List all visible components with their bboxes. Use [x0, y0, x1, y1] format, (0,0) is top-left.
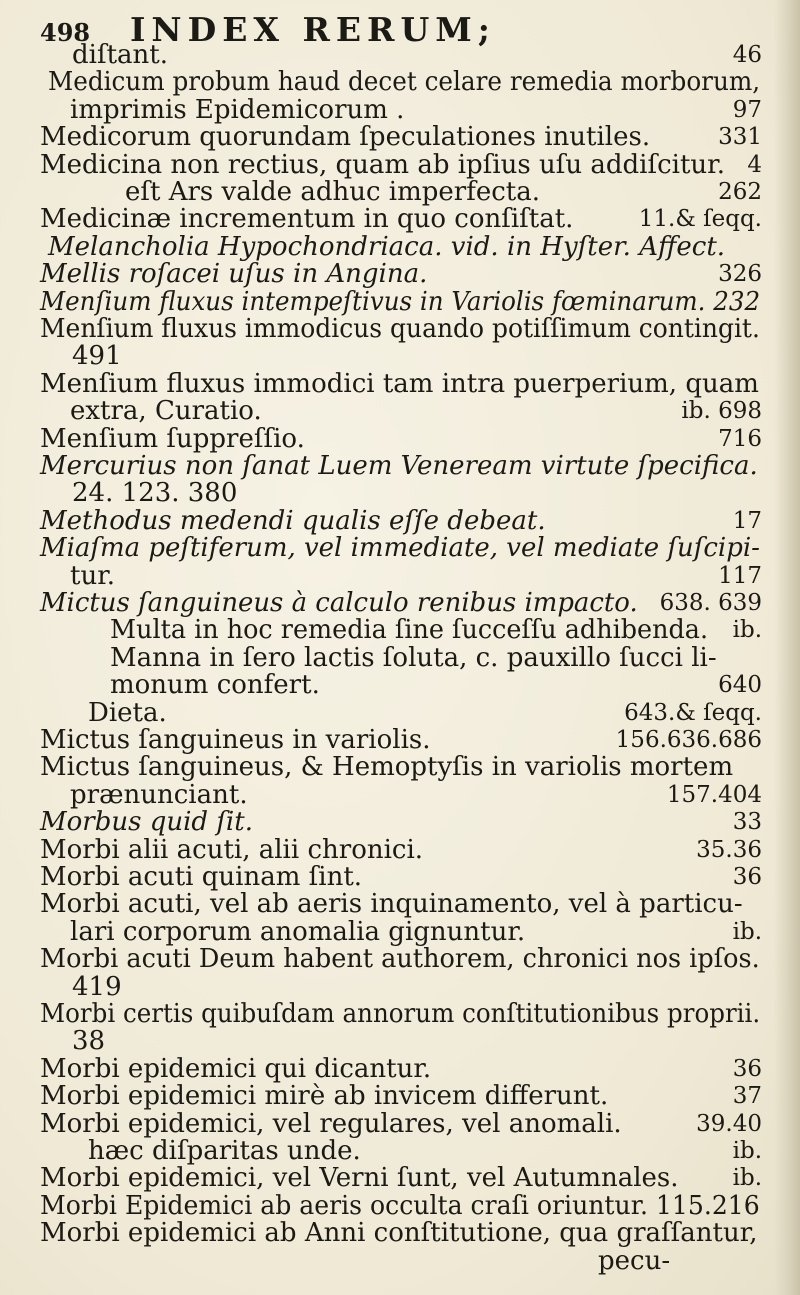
entry-text: Medicorum quorundam ſpeculationes inutiles.	[40, 122, 651, 153]
entry-text: 419	[72, 971, 122, 1002]
entry-text: Morbi acuti, vel ab aeris inquinamento, vel à particu-	[40, 889, 743, 920]
index-entry	[0, 670, 800, 701]
index-entry	[0, 396, 800, 427]
index-entry	[0, 1163, 800, 1194]
index-entry	[0, 944, 800, 975]
index-entry	[0, 807, 800, 838]
index-entry	[0, 697, 800, 728]
entry-text: pecu-	[598, 1245, 671, 1276]
index-entry	[0, 204, 800, 235]
index-entry	[0, 590, 800, 616]
entry-text: Mictus ſanguineus, & Hemoptyſis in variolis mortem	[40, 752, 734, 783]
entry-text: eſt Ars valde adhuc imperfecta.	[125, 177, 541, 207]
entry-text: Morbus quid ſit.	[40, 807, 253, 838]
page-edge-shadow	[774, 0, 800, 1295]
entry-page-ref: ib.	[732, 617, 762, 644]
index-entry	[0, 971, 800, 1002]
entry-text: Morbi acuti quinam ſint.	[40, 862, 363, 892]
index-entry	[0, 94, 800, 125]
index-entry	[0, 1218, 800, 1249]
entry-text: Mictus ſanguineus à calculo renibus impacto.	[40, 588, 638, 618]
index-entry	[0, 864, 800, 890]
index-entry	[0, 122, 800, 153]
entry-text: Methodus medendi qualis eſſe debeat.	[40, 505, 546, 536]
index-entry	[0, 453, 800, 479]
entry-text: Morbi epidemici qui dicantur.	[40, 1053, 432, 1084]
index-entry	[0, 1138, 800, 1164]
entry-text: Medicina non rectius, quam ab ipſius uſu addiſcitur.	[40, 149, 726, 180]
entry-text: extra, Curatio.	[70, 396, 262, 427]
index-entry	[0, 1053, 800, 1084]
entry-text: Miaſma peſtiferum, vel immediate, vel mediate ſuſcipi-	[40, 533, 760, 564]
entry-text: Morbi certis quibuſdam annorum conſtitutionibus proprii.	[40, 999, 761, 1029]
index-entry	[0, 889, 800, 920]
entry-text: Morbi epidemici mirè ab invicem differunt.	[40, 1081, 609, 1112]
index-entry	[0, 615, 800, 646]
entry-page-ref: ib.	[732, 1165, 762, 1192]
entry-text: monum confert.	[110, 670, 320, 701]
running-title: INDEX RERUM;	[130, 10, 496, 49]
entry-text: 38	[72, 1026, 106, 1057]
index-entry	[0, 478, 800, 509]
entry-text: Morbi epidemici, vel regulares, vel anomali.	[40, 1108, 622, 1139]
index-entry	[0, 67, 800, 98]
entry-page-ref: ib.	[732, 918, 762, 945]
entry-page-ref: 97	[732, 96, 762, 123]
index-entry	[0, 179, 800, 205]
entry-page-ref: 17	[732, 507, 762, 534]
entry-text: Manna in ſero lactis ſoluta, c. pauxillo ſucci li-	[110, 642, 717, 673]
entry-page-ref: 39.40	[696, 1110, 762, 1137]
entry-text: diſtant.	[72, 40, 168, 70]
entry-text: Morbi epidemici ab Anni conſtitutione, qua graſſantur,	[40, 1218, 758, 1249]
entry-text: Mercurius non ſanat Luem Veneream virtute ſpecifica.	[40, 451, 758, 481]
entry-page-ref: 46	[732, 42, 762, 68]
index-entry	[0, 752, 800, 783]
index-entry	[0, 231, 800, 262]
entry-text: Mictus ſanguineus in variolis.	[40, 725, 431, 755]
entry-page-ref: 37	[732, 1083, 762, 1110]
entry-text: Menſium ſuppreſſio.	[40, 423, 305, 454]
entry-page-ref: 640	[718, 672, 762, 699]
index-entry	[0, 1245, 800, 1276]
entry-text: imprimis Epidemicorum .	[70, 94, 405, 125]
entry-text: Morbi epidemici, vel Verni ſunt, vel Autumnales.	[40, 1163, 679, 1194]
index-entry	[0, 505, 800, 536]
entry-page-ref: 716	[718, 425, 762, 452]
index-entry	[0, 1026, 800, 1057]
entry-text: Menſium fluxus intempeſtivus in Variolis fœminarum. 232	[40, 286, 761, 317]
entry-page-ref: 117	[718, 562, 762, 589]
entry-text: tur.	[70, 560, 116, 591]
index-entry	[0, 560, 800, 591]
entry-text: Multa in hoc remedia ſine ſucceſſu adhibenda.	[110, 615, 709, 646]
entry-text: 24. 123. 380	[72, 478, 238, 509]
entry-text: Morbi acuti Deum habent authorem, chronici nos ipſos.	[40, 944, 760, 975]
entry-page-ref: ib. 698	[681, 398, 762, 425]
index-entry	[0, 642, 800, 673]
index-entry	[0, 1190, 800, 1221]
index-entry	[0, 149, 800, 180]
index-entry	[0, 259, 800, 290]
entry-text: 491	[72, 341, 122, 372]
entry-page-ref: 36	[732, 1055, 762, 1082]
entry-page-ref: 262	[718, 179, 762, 205]
entry-page-ref: 156.636.686	[615, 727, 762, 753]
entry-text: Dieta.	[88, 697, 167, 728]
entry-text: Mellis roſacei uſus in Angina.	[40, 259, 428, 290]
page-number: 498	[40, 18, 91, 47]
entry-page-ref: 326	[718, 261, 762, 288]
entry-text: Menſium fluxus immodicus quando potiſſimum contingit.	[40, 314, 760, 344]
entry-text: hæc diſparitas unde.	[88, 1136, 361, 1166]
entry-page-ref: ib.	[732, 1138, 762, 1164]
entry-text: Medicum probum haud decet celare remedia morborum,	[48, 67, 761, 98]
entry-text: Menſium fluxus immodici tam intra puerperium, quam	[40, 368, 759, 399]
entry-text: prænunciant.	[70, 779, 248, 810]
index-entry	[0, 368, 800, 399]
entry-page-ref: 157.404	[666, 781, 762, 808]
entry-page-ref: 643.& ſeqq.	[624, 699, 762, 726]
entry-page-ref: 638. 639	[659, 590, 762, 616]
index-entry	[0, 1108, 800, 1139]
entry-page-ref: 11.& ſeqq.	[638, 206, 762, 233]
index-entry	[0, 42, 800, 68]
index-entry	[0, 779, 800, 810]
index-entry	[0, 1081, 800, 1112]
entry-text: Morbi alii acuti, alii chronici.	[40, 834, 424, 865]
entry-page-ref: 36	[732, 864, 762, 890]
entry-text: lari corporum anomalia gignuntur.	[70, 916, 526, 947]
entry-text: Morbi Epidemici ab aeris occulta craſi oriuntur. 115.216	[40, 1190, 760, 1221]
index-entry	[0, 316, 800, 342]
index-entry	[0, 1001, 800, 1027]
index-entry	[0, 916, 800, 947]
index-entry	[0, 834, 800, 865]
entry-page-ref: 331	[718, 124, 762, 151]
entry-page-ref: 4	[747, 151, 762, 178]
index-entry	[0, 727, 800, 753]
index-entry	[0, 341, 800, 372]
entry-page-ref: 33	[732, 809, 762, 836]
index-entry	[0, 286, 800, 317]
index-entry	[0, 533, 800, 564]
entry-text: Melancholia Hypochondriaca. vid. in Hyſter. Affect.	[48, 231, 726, 262]
entry-text: Medicinæ incrementum in quo conſiſtat.	[40, 204, 574, 235]
entry-page-ref: 35.36	[696, 836, 762, 863]
index-entry	[0, 423, 800, 454]
